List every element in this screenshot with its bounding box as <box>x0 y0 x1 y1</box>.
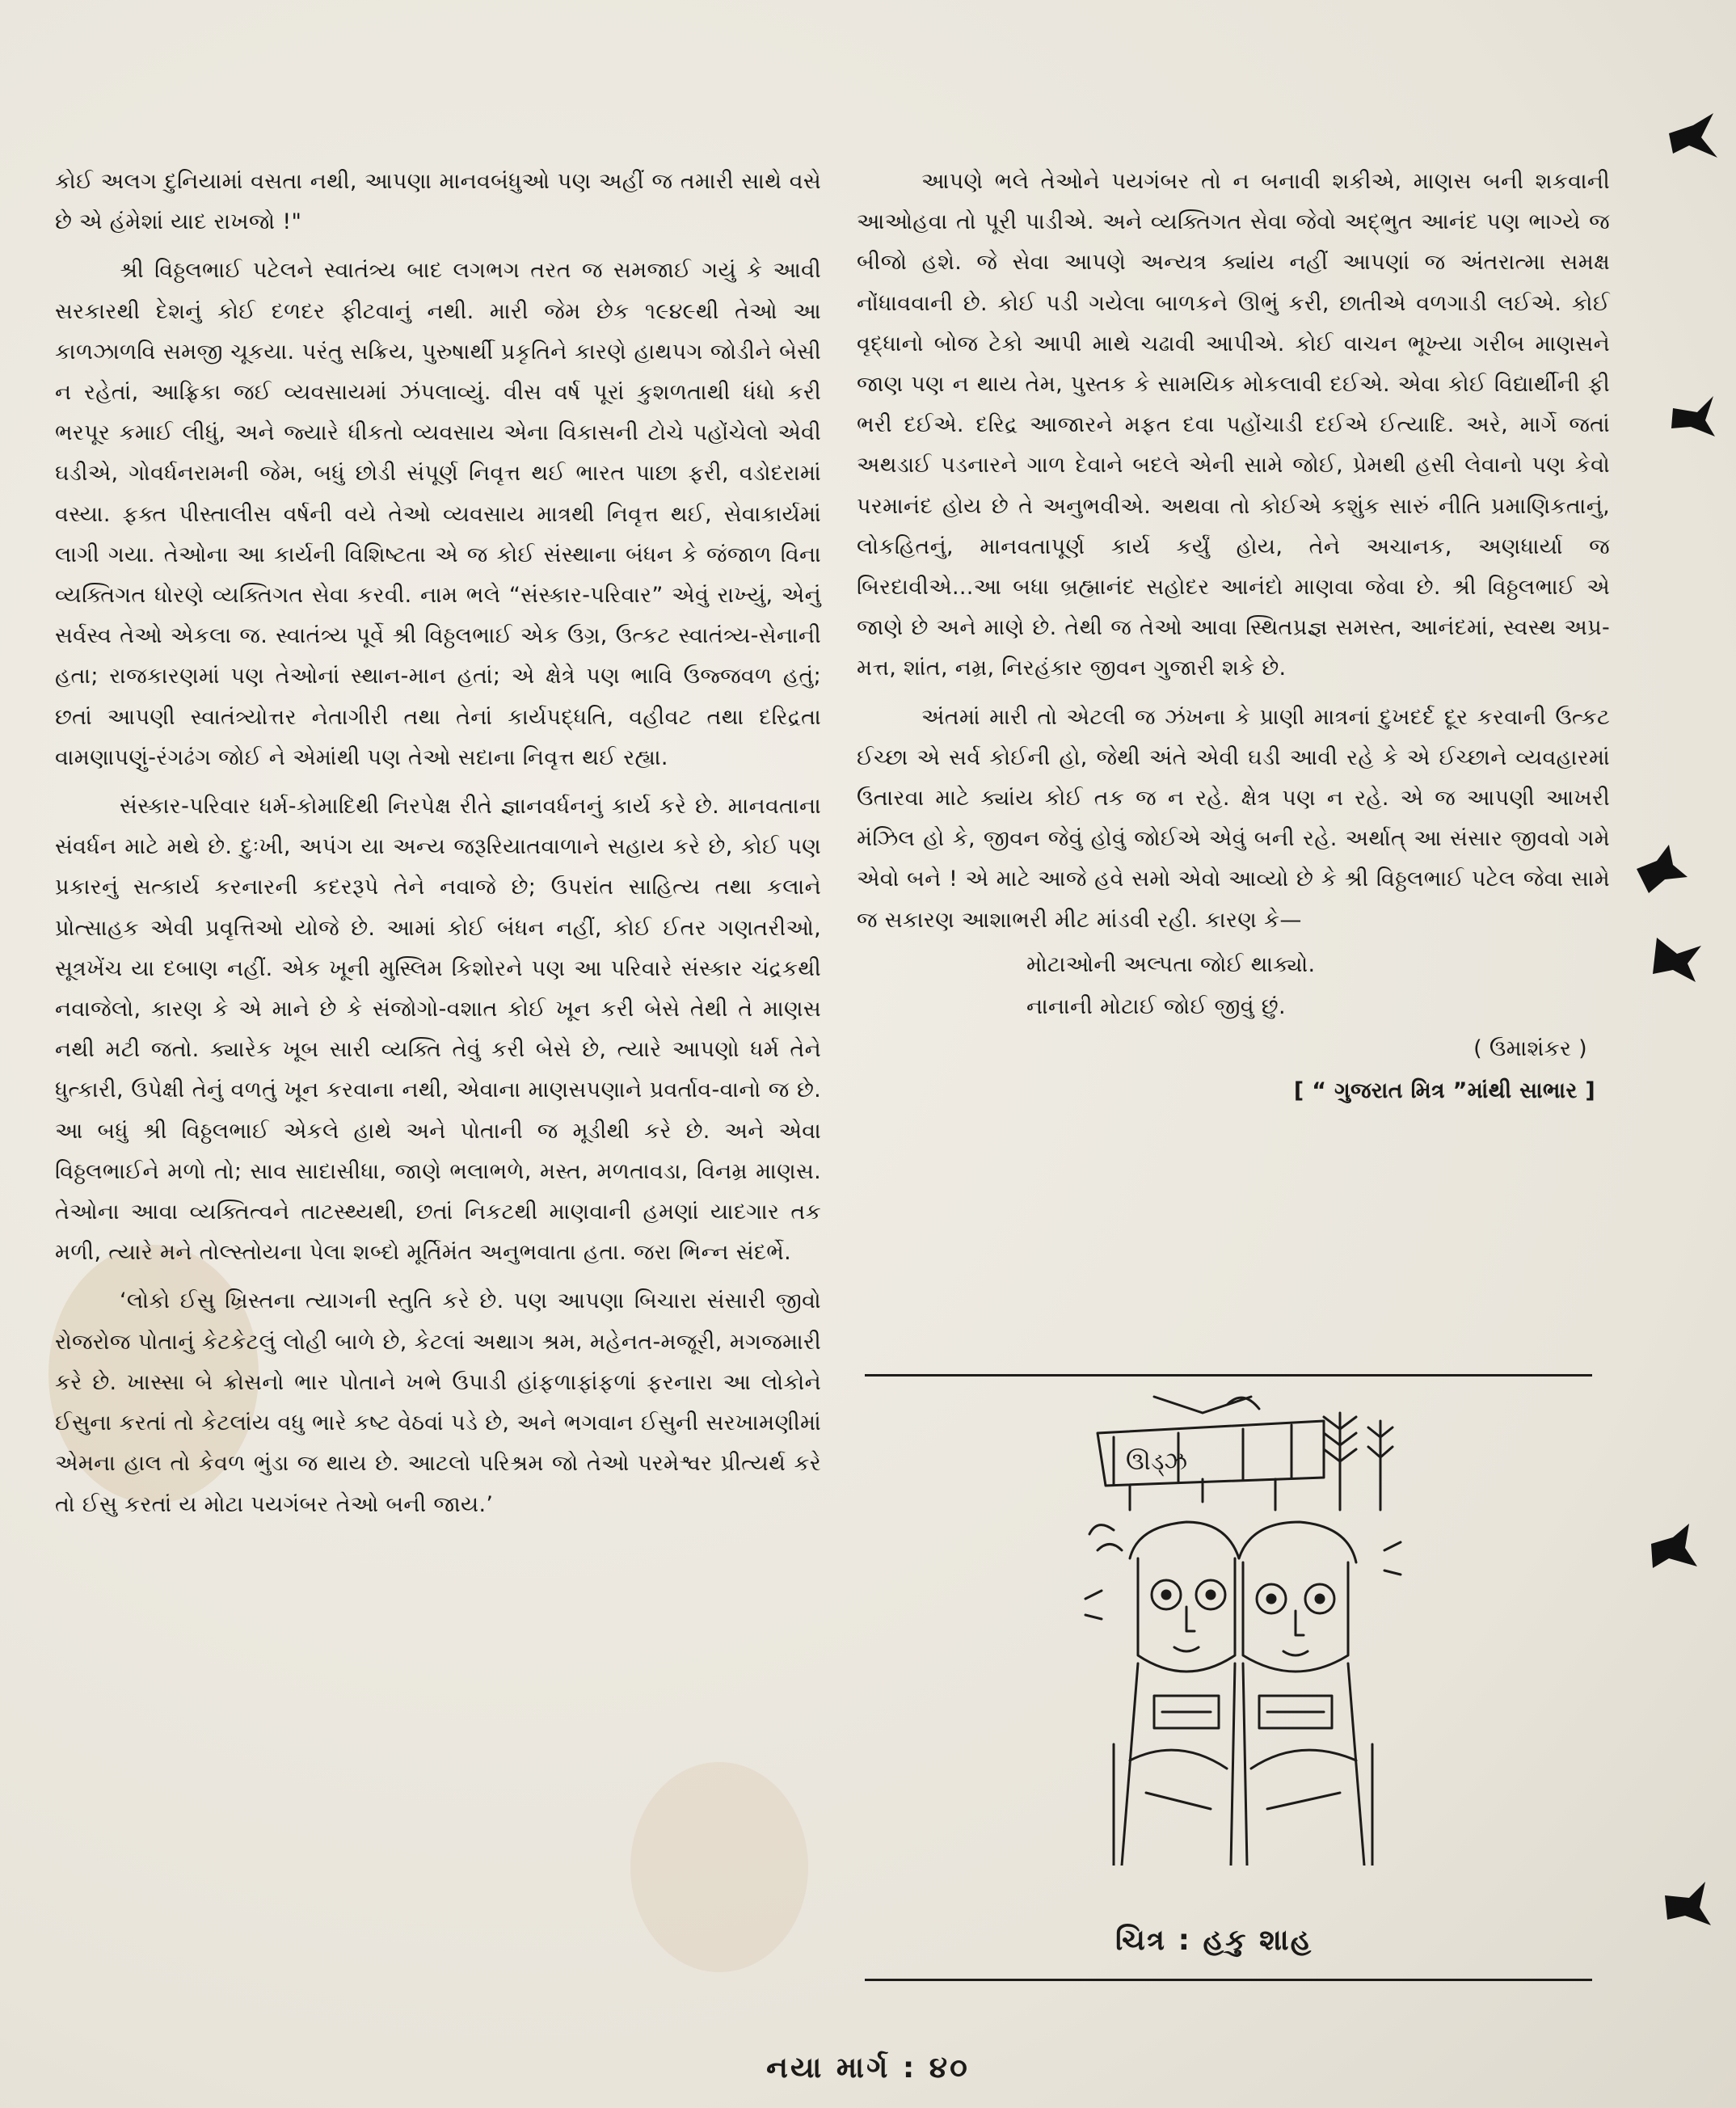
paragraph: અંતમાં મારી તો એટલી જ ઝંખના કે પ્રાણી માત્રનાં દુખદર્દ દૂર કરવાની ઉત્કટ ઈચ્છા એ સર્વ કોઈની હો, જેથી અંતે એવી ઘડી આવી રહે કે એ ઈચ્છાને વ્યવહારમાં ઉતારવા માટે ક્યાંય કોઈ તક જ ન રહે. ક્ષેત્ર પણ ન રહે. એ જ આપણી આખરી મંઝિલ હો કે, જીવન જેવું હોવું જોઈએ એવું બની રહે. અર્થાત્ આ સંસાર જીવવો ગમે એવો બને ! એ માટે આજે હવે સમો એવો આવ્યો છે કે શ્રી વિઠ્ઠલભાઈ પટેલ જેવા સામે જ સકારણ આશાભરી મીટ માંડવી રહી. કારણ કે— <box>857 704 1610 933</box>
punch-hole-icon <box>1645 1520 1701 1576</box>
punch-hole-icon <box>1649 930 1705 986</box>
divider-bottom <box>865 1979 1592 1981</box>
punch-hole-icon <box>1661 1875 1717 1932</box>
poet-attribution: ( ઉમાશંકર ) <box>1473 1035 1587 1061</box>
paragraph: આપણે ભલે તેઓને પયગંબર તો ન બનાવી શકીએ, માણસ બની શકવાની આઓહવા તો પૂરી પાડીએ. અને વ્યક્તિગત સેવા જેવો અદ્‌ભુત આનંદ પણ ભાગ્યે જ બીજો હશે. જે સેવા આપણે અન્યત્ર ક્યાંય નહીં આપણાં જ અંતરાત્મા સમક્ષ નોંધાવવાની છે. કોઈ પડી ગયેલા બાળકને ઊભું કરી, છાતીએ વળગાડી લઈએ. કોઈ વૃદ્ધાનો બોજ ટેકો આપી માથે ચઢાવી આપીએ. કોઈ વાચન ભૂખ્યા ગરીબ માણસને જાણ પણ ન થાય તેમ, પુસ્તક કે સામયિક મોકલાવી દઈએ. એવા કોઈ વિદ્યાર્થીની ફી ભરી દઈએ. દરિદ્ર આજારને મફત દવા પહોંચાડી દઈએ ઈત્યાદિ. અરે, માર્ગે જતાં અથડાઈ પડનારને ગાળ દેવાને બદલે એની સામે જોઈ, પ્રેમથી હસી લેવાનો પણ કેવો પરમાનંદ હોય છે તે અનુભવીએ. અથવા તો કોઈએ કશુંક સારું નીતિ પ્રમાણિકતાનું, લોકહિતનું, માનવતાપૂર્ણ કાર્ય કર્યું હોય, તેને અચાનક, અણધાર્યા જ બિરદાવીએ...આ બધા બ્રહ્માનંદ સહોદર આનંદો માણવા જેવા છે. શ્રી વિઠ્ઠલભાઈ એ જાણે છે અને માણે છે. તેથી જ તેઓ આવા સ્થિતપ્રજ્ઞ સમસ્ત, આનંદમાં, સ્વસ્થ અપ્ર-મત્ત, શાંત, નમ્ર, નિરહંકાર જીવન ગુજારી શકે છે. <box>857 169 1610 681</box>
paragraph: સંસ્કાર-પરિવાર ધર્મ-કોમાદિથી નિરપેક્ષ રીતે જ્ઞાનવર્ધનનું કાર્ય કરે છે. માનવતાના સંવર્ધન માટે મથે છે. દુઃખી, અપંગ યા અન્ય જરૂરિયાતવાળાને સહાય કરે છે, કોઈ પણ પ્રકારનું સત્કાર્ય કરનારની કદરરૂપે તેને નવાજે છે; ઉપરાંત સાહિત્ય તથા કલાને પ્રોત્સાહક એવી પ્રવૃત્તિઓ યોજે છે. આમાં કોઈ બંધન નહીં, કોઈ ઈતર ગણતરીઓ, સૂત્રખેંચ યા દબાણ નહીં. એક ખૂની મુસ્લિમ કિશોરને પણ આ પરિવારે સંસ્કાર ચંદ્રકથી નવાજેલો, કારણ કે એ માને છે કે સંજોગો-વશાત કોઈ ખૂન કરી બેસે તેથી તે માણસ નથી મટી જતો. ક્યારેક ખૂબ સારી વ્યક્તિ તેવું કરી બેસે છે, ત્યારે આપણો ધર્મ તેને ધુત્કારી, ઉપેક્ષી તેનું વળતું ખૂન કરવાના નથી, એવાના માણસપણાને પ્રવર્તાવ-વાનો જ છે. આ બધું શ્રી વિઠ્ઠલભાઈ એકલે હાથે અને પોતાની જ મૂડીથી કરે છે. અને એવા વિઠ્ઠલભાઈને મળો તો; સાવ સાદાસીધા, જાણે ભલાભળે, મસ્ત, મળતાવડા, વિનમ્ર માણસ. તેઓના આવા વ્યક્તિત્વને તાટસ્થ્યથી, છતાં નિકટથી માણવાની હમણાં યાદગાર તક મળી, ત્યારે મને તોલ્સ્તોયના પેલા શબ્દો મૂર્તિમંત અનુભવાતા હતા. જરા ભિન્ન સંદર્ભે. <box>55 794 821 1266</box>
punch-hole-icon <box>1665 388 1721 445</box>
paragraph: કોઈ અલગ દુનિયામાં વસતા નથી, આપણા માનવબંધુઓ પણ અહીં જ તમારી સાથે વસે છે એ હંમેશાં યાદ રાખજો !" <box>55 169 821 235</box>
illustration-two-figures <box>1081 1389 1405 1866</box>
paper-stain <box>630 1762 808 1972</box>
illustration-inscription: ઊડ્ઝ <box>1126 1448 1188 1476</box>
punch-hole-icon <box>1633 841 1689 897</box>
poem-line: મોટાઓની અલ્પતા જોઈ થાક્યો. <box>1026 951 1316 977</box>
right-column <box>857 162 1610 1112</box>
left-column <box>55 162 821 1533</box>
paragraph: ‘લોકો ઈસુ ખ્રિસ્તના ત્યાગની સ્તુતિ કરે છે. પણ આપણા બિચારા સંસારી જીવો રોજરોજ પોતાનું કેટકેટલું લોહી બાળે છે, કેટલાં અથાગ શ્રમ, મહેનત-મજૂરી, મગજમારી કરે છે. ખાસ્સા બે ક્રોસનો ભાર પોતાને ખભે ઉપાડી હાંફળાફાંફળાં ફરનારા આ લોકોને ઈસુના કરતાં તો કેટલાંય વધુ ભારે કષ્ટ વેઠવાં પડે છે, અને ભગવાન ઈસુની સરખામણીમાં એમના હાલ તો કેવળ ભુંડા જ થાય છે. આટલો પરિશ્રમ જો તેઓ પરમેશ્વર પ્રીત્યર્થ કરે તો ઈસુ કરતાં ય મોટા પયગંબર તેઓ બની જાય.’ <box>55 1288 821 1517</box>
illustration-caption: ચિત્ર : હકુ શાહ <box>1115 1924 1313 1957</box>
page-footer: નયા માર્ગ : ૪૦ <box>766 2051 970 2085</box>
paragraph: શ્રી વિઠ્ઠલભાઈ પટેલને સ્વાતંત્ર્ય બાદ લગભગ તરત જ સમજાઈ ગયું કે આવી સરકારથી દેશનું કોઈ દળદર ફીટવાનું નથી. મારી જેમ છેક ૧૯૪૯થી તેઓ આ કાળઝાળવિ સમજી ચૂકયા. પરંતુ સક્રિય, પુરુષાર્થી પ્રકૃતિને કારણે હાથપગ જોડીને બેસી ન રહેતાં, આફ્રિકા જઈ વ્યવસાયમાં ઝંપલાવ્યું. વીસ વર્ષ પૂરાં કુશળતાથી ધંધો કરી ભરપૂર કમાઈ લીધું, અને જ્યારે ધીકતો વ્યવસાય એના વિકાસની ટોચે પહોંચેલો એવી ઘડીએ, ગોવર્ધનરામની જેમ, બધું છોડી સંપૂર્ણ નિવૃત્ત થઈ ભારત પાછા ફરી, વડોદરામાં વસ્યા. ફક્ત પીસ્તાલીસ વર્ષની વયે તેઓ વ્યવસાય માત્રથી નિવૃત્ત થઈ, સેવાકાર્યમાં લાગી ગયા. તેઓના આ કાર્યની વિશિષ્ટતા એ જ કોઈ સંસ્થાના બંધન કે જંજાળ વિના વ્યક્તિગત ધોરણે વ્યક્તિગત સેવા કરવી. નામ ભલે “સંસ્કાર-પરિવાર” એવું રાખ્યું, એનું સર્વસ્વ તેઓ એકલા જ. સ્વાતંત્ર્ય પૂર્વે શ્રી વિઠ્ઠલભાઈ એક ઉગ્ર, ઉત્કટ સ્વાતંત્ર્ય-સેનાની હતા; રાજકારણમાં પણ તેઓનાં સ્થાન-માન હતાં; એ ક્ષેત્રે પણ ભાવિ ઉજ્જવળ હતું; છતાં આપણી સ્વાતંત્ર્યોત્તર નેતાગીરી તથા તેનાં કાર્યપદ્ધતિ, વહીવટ તથા દરિદ્રતા વામણાપણું-રંગઢંગ જોઈ ને એમાંથી પણ તેઓ સદાના નિવૃત્ત થઈ રહ્યા. <box>55 258 822 770</box>
poem-line: નાનાની મોટાઈ જોઈ જીવું છું. <box>1026 993 1286 1019</box>
source-credit: [ “ ગુજરાત મિત્ર ”માંથી સાભાર ] <box>1293 1077 1595 1103</box>
poem <box>857 944 1610 1028</box>
punch-hole-icon <box>1665 109 1721 166</box>
divider-top <box>865 1374 1592 1377</box>
